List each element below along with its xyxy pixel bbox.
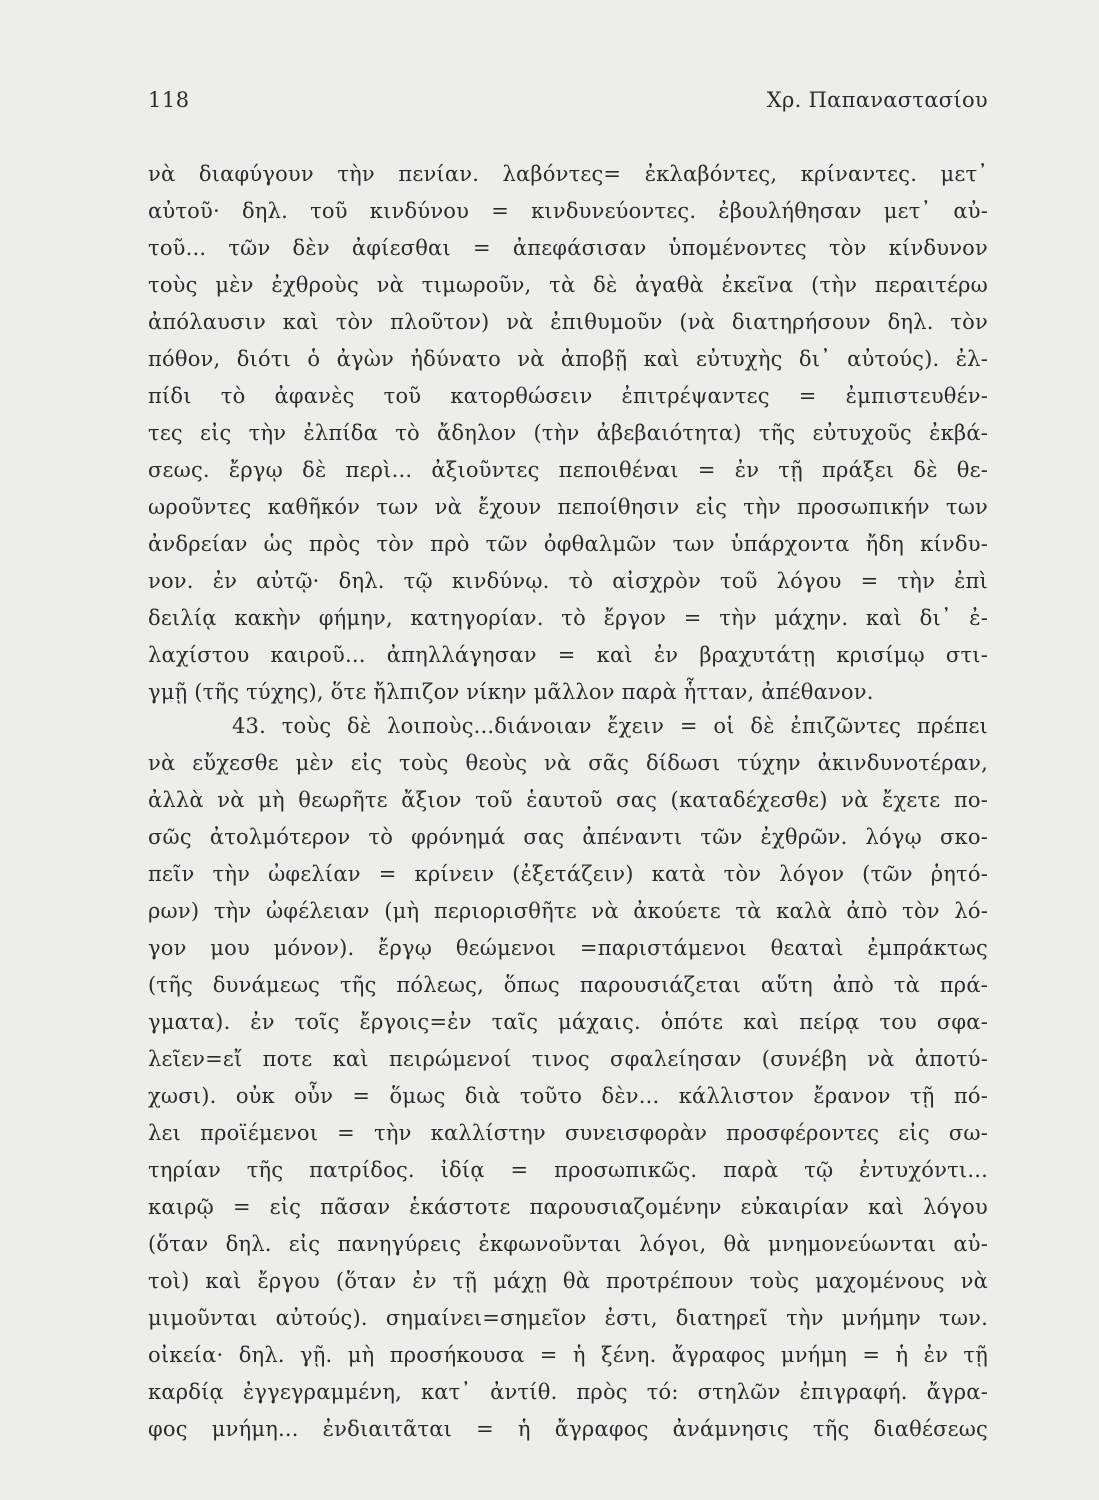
text-line: τηρίαν τῆς πατρίδος. ἰδίᾳ = προσωπικῶς. παρὰ τῷ ἐντυχόντι... [148, 1158, 988, 1182]
text-line: δειλίᾳ κακὴν φήμην, κατηγορίαν. τὸ ἔργον = τὴν μάχην. καὶ δι᾽ ἐ- [148, 606, 988, 630]
text-line: γματα). ἐν τοῖς ἔργοις=ἐν ταῖς μάχαις. ὁπότε καὶ πείρᾳ του σφα- [148, 1010, 988, 1034]
text-line: πεῖν τὴν ὠφελίαν = κρίνειν (ἐξετάζειν) κατὰ τὸν λόγον (τῶν ῥητό- [148, 862, 988, 886]
text-line: ἀπόλαυσιν καὶ τὸν πλοῦτον) νὰ ἐπιθυμοῦν (νὰ διατηρήσουν δηλ. τὸν [148, 310, 988, 334]
page-header [148, 88, 988, 124]
text-line: λαχίστου καιροῦ... ἀπηλλάγησαν = καὶ ἐν βραχυτάτῃ κρισίμῳ στι- [148, 643, 988, 667]
text-line: πόθον, διότι ὁ ἀγὼν ἠδύνατο νὰ ἀποβῇ καὶ εὐτυχὴς δι᾽ αὐτούς). ἐλ- [148, 347, 988, 371]
text-line: χωσι). οὐκ οὖν = ὅμως διὰ τοῦτο δὲν... κάλλιστον ἔρανον τῇ πό- [148, 1084, 988, 1108]
text-line: γμῇ (τῆς τύχης), ὅτε ἤλπιζον νίκην μᾶλλον παρὰ ἧτταν, ἀπέθανον. [148, 680, 874, 704]
text-line: λεῖεν=εἴ ποτε καὶ πειρώμενοί τινος σφαλείησαν (συνέβη νὰ ἀποτύ- [148, 1047, 988, 1071]
text-line: γον μου μόνον). ἔργῳ θεώμενοι =παριστάμενοι θεαταὶ ἐμπράκτως [148, 936, 988, 960]
text-line: σῶς ἀτολμότερον τὸ φρόνημά σας ἀπέναντι τῶν ἐχθρῶν. λόγῳ σκο- [148, 825, 988, 849]
text-line: οἰκεία· δηλ. γῇ. μὴ προσήκουσα = ἡ ξένη. ἄγραφος μνήμη = ἡ ἐν τῇ [148, 1343, 988, 1367]
text-line: φος μνήμη... ἐνδιαιτᾶται = ἡ ἄγραφος ἀνάμνησις τῆς διαθέσεως [148, 1417, 988, 1441]
text-line: ἀνδρείαν ὡς πρὸς τὸν πρὸ τῶν ὀφθαλμῶν των ὑπάρχοντα ἤδη κίνδυ- [148, 532, 988, 556]
text-line: αὐτοῦ· δηλ. τοῦ κινδύνου = κινδυνεύοντες. ἐβουλήθησαν μετ᾽ αὐ- [148, 199, 988, 223]
text-line: ρων) τὴν ὠφέλειαν (μὴ περιορισθῆτε νὰ ἀκούετε τὰ καλὰ ἀπὸ τὸν λό- [148, 899, 988, 923]
text-line: (ὅταν δηλ. εἰς πανηγύρεις ἐκφωνοῦνται λόγοι, θὰ μνημονεύωνται αὐ- [148, 1232, 988, 1256]
text-line: σεως. ἔργῳ δὲ περὶ... ἀξιοῦντες πεποιθέναι = ἐν τῇ πράξει δὲ θε- [148, 458, 988, 482]
page-number: 118 [148, 88, 190, 112]
text-line: τες εἰς τὴν ἐλπίδα τὸ ἄδηλον (τὴν ἀβεβαιότητα) τῆς εὐτυχοῦς ἐκβά- [148, 421, 988, 445]
text-line: καρδίᾳ ἐγγεγραμμένη, κατ᾽ ἀντίθ. πρὸς τό: στηλῶν ἐπιγραφή. ἄγρα- [148, 1380, 988, 1404]
text-line: τοὶ) καὶ ἔργου (ὅταν ἐν τῇ μάχῃ θὰ προτρέπουν τοὺς μαχομένους νὰ [148, 1269, 988, 1293]
running-head-author: Χρ. Παπαναστασίου [766, 88, 988, 112]
paragraph-commentary-43 [148, 708, 988, 1448]
text-line: τοὺς μὲν ἐχθροὺς νὰ τιμωροῦν, τὰ δὲ ἀγαθὰ ἐκεῖνα (τὴν περαιτέρω [148, 273, 988, 297]
text-line: (τῆς δυνάμεως τῆς πόλεως, ὅπως παρουσιάζεται αὕτη ἀπὸ τὰ πρά- [148, 973, 988, 997]
text-line: πίδι τὸ ἀφανὲς τοῦ κατορθώσειν ἐπιτρέψαντες = ἐμπιστευθέν- [148, 384, 988, 408]
text-line: ωροῦντες καθῆκόν των νὰ ἔχουν πεποίθησιν εἰς τὴν προσωπικήν των [148, 495, 988, 519]
text-line: τοῦ... τῶν δὲν ἀφίεσθαι = ἀπεφάσισαν ὑπομένοντες τὸν κίνδυνον [148, 236, 988, 260]
text-line: μιμοῦνται αὐτούς). σημαίνει=σημεῖον ἐστι, διατηρεῖ τὴν μνήμην των. [148, 1306, 988, 1330]
text-line: καιρῷ = εἰς πᾶσαν ἑκάστοτε παρουσιαζομένην εὐκαιρίαν καὶ λόγου [148, 1195, 988, 1219]
text-line: νον. ἐν αὐτῷ· δηλ. τῷ κινδύνῳ. τὸ αἰσχρὸν τοῦ λόγου = τὴν ἐπὶ [148, 569, 988, 593]
text-line: νὰ διαφύγουν τὴν πενίαν. λαβόντες= ἐκλαβόντες, κρίναντες. μετ᾽ [148, 162, 988, 186]
text-line: λει προϊέμενοι = τὴν καλλίστην συνεισφορὰν προσφέροντες εἰς σω- [148, 1121, 988, 1145]
text-line: 43. τοὺς δὲ λοιποὺς...διάνοιαν ἔχειν = οἱ δὲ ἐπιζῶντες πρέπει [232, 714, 988, 738]
text-line: ἀλλὰ νὰ μὴ θεωρῆτε ἄξιον τοῦ ἑαυτοῦ σας (καταδέχεσθε) νὰ ἔχετε πο- [148, 788, 988, 812]
paragraph-commentary-42 [148, 156, 988, 711]
text-line: νὰ εὔχεσθε μὲν εἰς τοὺς θεοὺς νὰ σᾶς δίδωσι τύχην ἀκινδυνοτέραν, [148, 751, 988, 775]
